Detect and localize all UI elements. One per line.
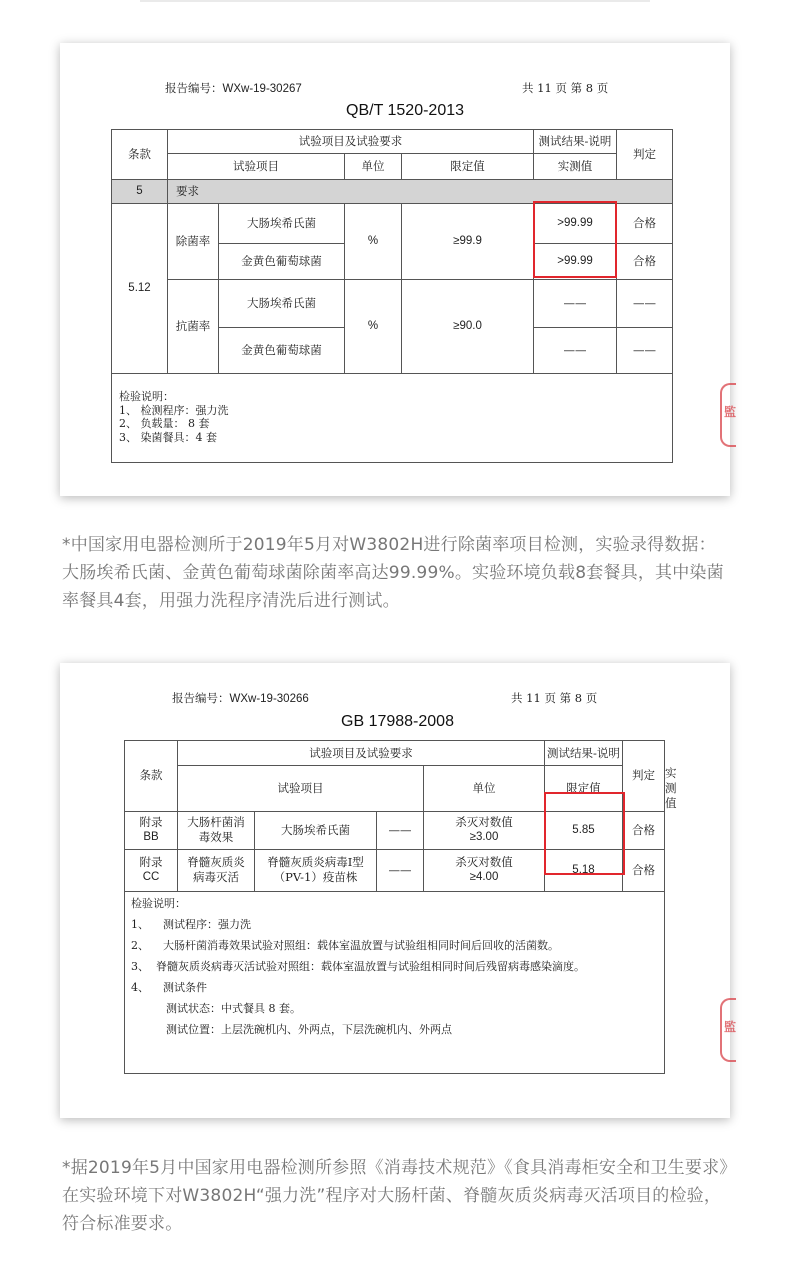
test-item: 金黄色葡萄球菌 (219, 244, 345, 280)
verdict-value: 合格 (617, 204, 673, 244)
notes-cell (112, 374, 673, 463)
header-unit: 单位 (424, 766, 545, 812)
unit-value: —— (377, 849, 424, 891)
measured-value: 5.18 (545, 849, 623, 891)
measured-value: >99.99 (534, 204, 617, 244)
header-result-desc: 测试结果-说明 (534, 130, 617, 154)
unit-value: —— (377, 811, 424, 849)
verdict-value: 合格 (623, 849, 665, 891)
header-items: 试验项目及试验要求 (178, 741, 545, 766)
measured-value: —— (534, 280, 617, 328)
page-indicator: 共 11 页 第 8 页 (511, 691, 598, 705)
header-clause: 条款 (125, 741, 178, 812)
limit-value: 杀灭对数值 ≥4.00 (424, 849, 545, 891)
report-number: 报告编号：WXw-19-30266 (172, 691, 309, 705)
inspection-notes: 检验说明： 1、 检测程序：强力洗 2、 负载量： 8 套 3、 染菌餐具：4 套 (119, 390, 229, 444)
effect-name: 大肠杆菌消 毒效果 (178, 811, 255, 849)
measured-value: >99.99 (534, 244, 617, 280)
limit-value: ≥99.9 (402, 204, 534, 280)
section-label: 要求 (168, 180, 673, 204)
highlight-box (533, 201, 617, 278)
header-result-desc: 测试结果-说明 (545, 741, 623, 766)
header-items: 试验项目及试验要求 (168, 130, 534, 154)
page-indicator: 共 11 页 第 8 页 (522, 81, 609, 95)
header-verdict: 判定 (623, 741, 665, 812)
caption-2: *据2019年5月中国家用电器检测所参照《消毒技术规范》《食具消毒柜安全和卫生要求》在实验环境下对W3802H“强力洗”程序对大肠杆菌、脊髓灰质炎病毒灭活项目的检验，符合标准要求。 (62, 1158, 728, 1234)
highlight-box (544, 792, 625, 875)
limit-value: 杀灭对数值 ≥3.00 (424, 811, 545, 849)
report-number: 报告编号：WXw-19-30267 (165, 81, 302, 95)
appendix-clause: 附录 BB (125, 811, 178, 849)
header-limit: 限定值 (402, 154, 534, 180)
limit-value: ≥90.0 (402, 280, 534, 374)
test-item: 大肠埃希氏菌 (219, 280, 345, 328)
standard-title: QB/T 1520-2013 (346, 102, 465, 119)
notes-cell (125, 891, 665, 1073)
inspection-notes: 检验说明： 1、 测试程序：强力洗 2、 大肠杆菌消毒效果试验对照组：载体室温放置与试验组相同时间后回收的活菌数。 3、 脊髓灰质炎病毒灭活试验对照组：载体室温放置与试验组相同时间后残留病毒感染滴度。 4、 测试条件 测试状态：中式餐具 8 套。 测试位置：上层洗碗机内、外两点，下层洗碗机内、外两点 (131, 896, 585, 1036)
measured-value: 5.85 (545, 811, 623, 849)
verdict-value: —— (617, 328, 673, 374)
group-name: 抗菌率 (168, 280, 219, 374)
header-clause: 条款 (112, 130, 168, 180)
top-divider (140, 0, 650, 2)
header-limit: 限定值 (545, 766, 623, 812)
stamp-mark: 監 (720, 383, 736, 447)
header-unit: 单位 (345, 154, 402, 180)
clause-number: 5.12 (112, 204, 168, 374)
caption-1: *中国家用电器检测所于2019年5月对W3802H进行除菌率项目检测，实验录得数据：大肠埃希氏菌、金黄色葡萄球菌除菌率高达99.99%。实验环境负载8套餐具，其中染菌率餐具4套，用强力洗程序清洗后进行测试。 (62, 535, 724, 611)
header-verdict: 判定 (617, 130, 673, 180)
header-measured: 实测值 (534, 154, 617, 180)
test-table-2: 条款 试验项目及试验要求 测试结果-说明 判定 试验项目 单位 限定值 实测值 附录 BB 大肠杆菌消 毒效果 大肠埃希氏菌 —— 杀灭对数值 ≥3.00 5.85 合格 附录 CC 脊髓灰质炎 病毒灭活 脊髓灰质炎病毒Ⅰ型 （PV-1）疫苗株 —— 杀灭对数值 ≥4.00 5.18 合格 检验说明： 1、 测试程序：强力洗 2、 大肠杆菌消毒效果试验对照组：载体室温放置与试验组相同时间后回收的活菌数。 3、 脊髓灰质炎病毒灭活试验对照组：载体室温放置与试验组相同时间后残留病毒感染滴度。 4、 测试条件 测试状态：中式餐具 8 套。 测试位置：上层洗碗机内、外两点，下层洗碗机内、外两点 (124, 740, 665, 1074)
test-item: 金黄色葡萄球菌 (219, 328, 345, 374)
unit-value: % (345, 204, 402, 280)
report-card-1 (60, 43, 737, 496)
group-name: 除菌率 (168, 204, 219, 280)
header-test-item: 试验项目 (178, 766, 424, 812)
appendix-clause: 附录 CC (125, 849, 178, 891)
verdict-value: 合格 (623, 811, 665, 849)
report-card-2 (60, 663, 737, 1118)
test-table-1 (111, 129, 673, 463)
unit-value: % (345, 280, 402, 374)
measured-value: —— (534, 328, 617, 374)
verdict-value: 合格 (617, 244, 673, 280)
stamp-mark: 監 (720, 998, 736, 1062)
header-test-item: 试验项目 (168, 154, 345, 180)
section-clause: 5 (112, 180, 168, 204)
test-item: 脊髓灰质炎病毒Ⅰ型 （PV-1）疫苗株 (255, 849, 377, 891)
test-item: 大肠埃希氏菌 (255, 811, 377, 849)
verdict-value: —— (617, 280, 673, 328)
standard-title: GB 17988-2008 (341, 713, 454, 730)
test-item: 大肠埃希氏菌 (219, 204, 345, 244)
effect-name: 脊髓灰质炎 病毒灭活 (178, 849, 255, 891)
